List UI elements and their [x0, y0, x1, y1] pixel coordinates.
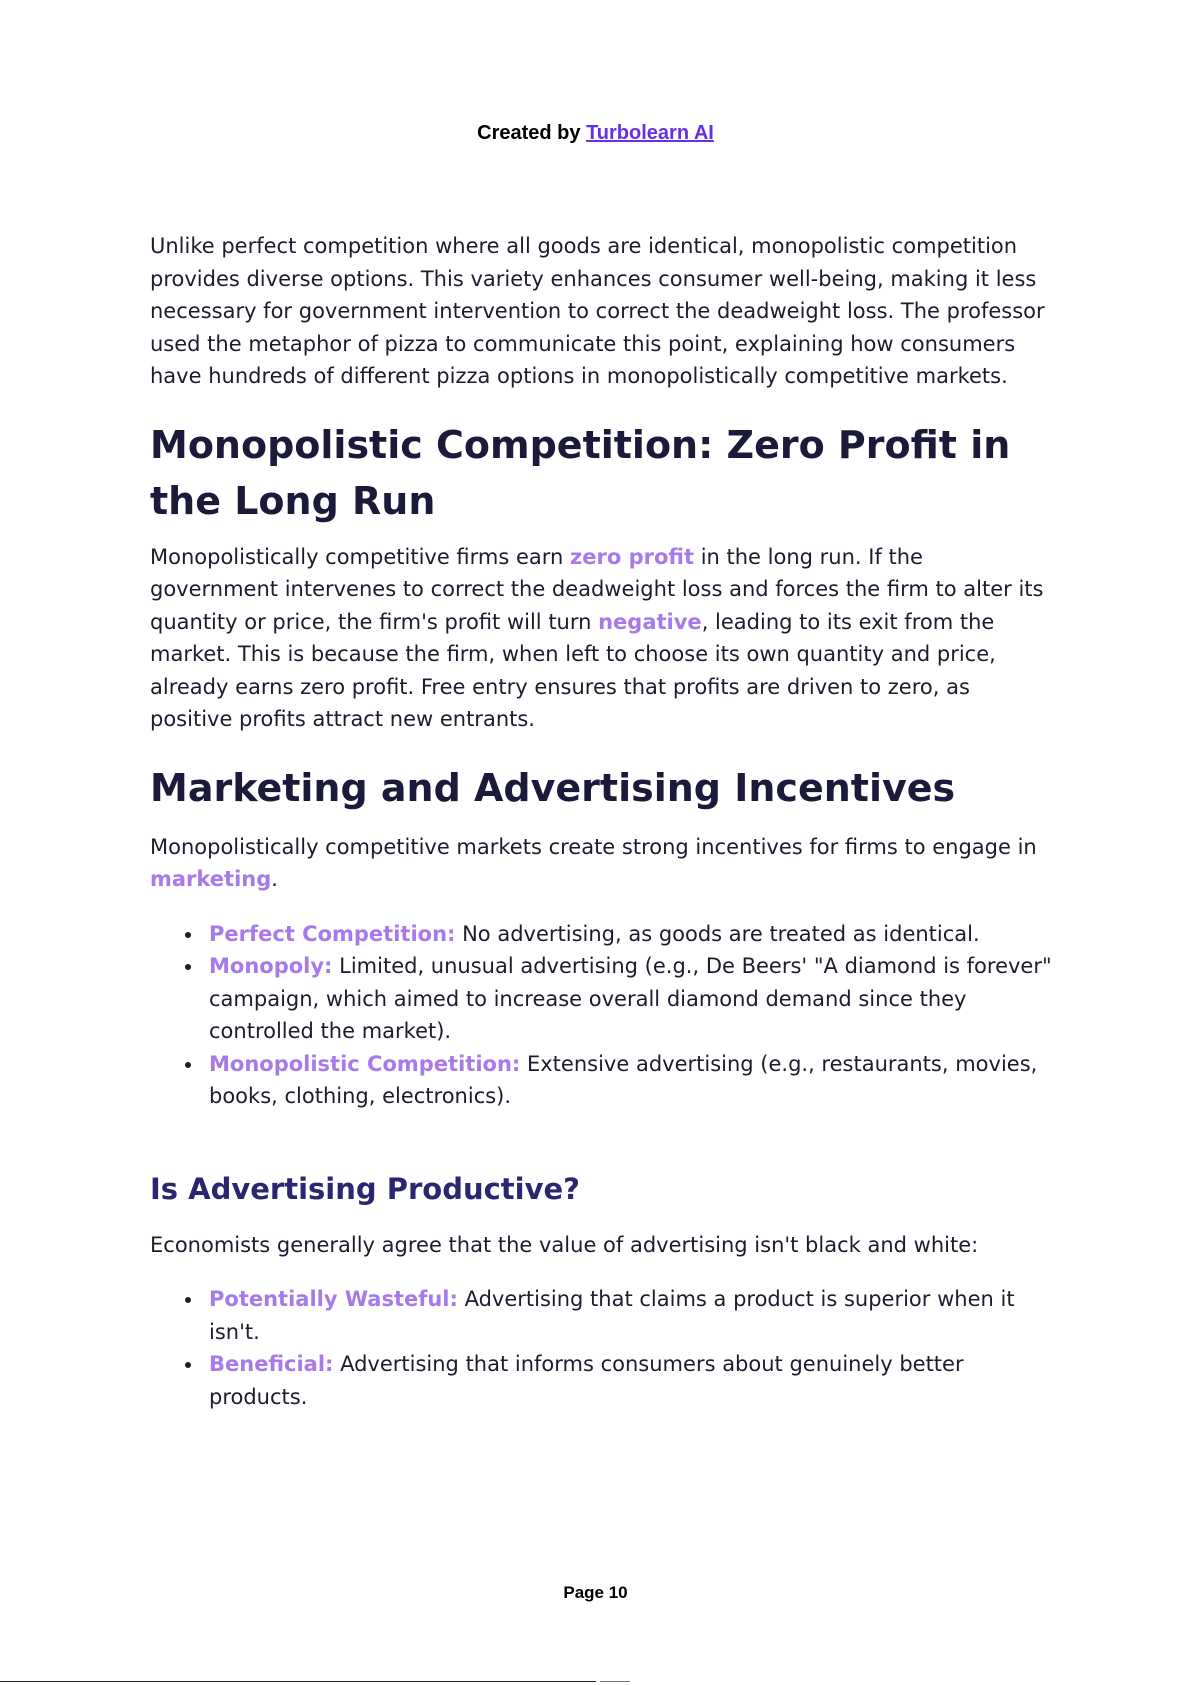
list-item-term: Perfect Competition: — [209, 921, 456, 946]
header-prefix: Created by — [477, 122, 581, 144]
section-title-marketing: Marketing and Advertising Incentives — [150, 765, 956, 810]
zero-profit-text-3: , leading to its exit from the market. This is because the firm, when left to choose its own quantity and price, already earns zero profit. Free entry ensures that profits are driven to zero, as positive profits attract new entrants. — [150, 609, 996, 731]
list-item — [209, 1283, 1055, 1348]
list-item-text: Limited, unusual advertising (e.g., De Beers' "A diamond is forever" campaign, which aimed to increase overall diamond demand since they controlled the market). — [209, 954, 1052, 1043]
zero-profit-text-1: Monopolistically competitive firms earn — [150, 544, 571, 569]
zero-profit-text-2: in the long run. If the government intervenes to correct the deadweight loss and forces the firm to alter its quantity or price, the firm's profit will turn — [150, 544, 1044, 634]
marketing-paragraph — [150, 831, 1055, 896]
section-title-productive: Is Advertising Productive? — [150, 1171, 581, 1206]
list-item — [209, 1048, 1055, 1113]
turbolearn-link[interactable]: Turbolearn AI — [586, 122, 714, 144]
list-item-term: Monopoly: — [209, 954, 333, 978]
highlight-marketing: marketing — [150, 867, 272, 891]
list-item-text: Extensive advertising (e.g., restaurants, movies, books, clothing, electronics). — [209, 1051, 1038, 1108]
document-content — [150, 230, 1055, 1413]
page-divider-segment — [600, 1681, 630, 1682]
page-divider — [0, 1681, 596, 1682]
list-item — [209, 950, 1055, 1048]
list-item-text: Advertising that claims a product is superior when it isn't. — [209, 1287, 1015, 1344]
section-title-zero-profit: Monopolistic Competition: Zero Profit in the Long Run — [150, 422, 1011, 523]
productive-intro: Economists generally agree that the value of advertising isn't black and white: — [150, 1232, 979, 1257]
list-item — [209, 1348, 1055, 1413]
page-header — [0, 122, 1191, 145]
intro-paragraph: Unlike perfect competition where all goods are identical, monopolistic competition provides diverse options. This variety enhances consumer well-being, making it less necessary for government intervention to correct the deadweight loss. The professor used the metaphor of pizza to communicate this point, explaining how consumers have hundreds of different pizza options in monopolistically competitive markets. — [150, 234, 1045, 388]
list-item-text: Advertising that informs consumers about genuinely better products. — [209, 1352, 964, 1409]
list-item-term: Potentially Wasteful: — [209, 1287, 458, 1311]
highlight-zero-profit: zero profit — [570, 544, 695, 569]
marketing-text-1: Monopolistically competitive markets create strong incentives for firms to engage in — [150, 834, 1037, 859]
advertising-list — [150, 918, 1055, 1113]
list-item — [209, 918, 1055, 951]
list-item-text: No advertising, as goods are treated as identical. — [455, 921, 980, 946]
productive-list — [150, 1283, 1055, 1413]
highlight-negative: negative — [598, 609, 702, 634]
list-item-term: Monopolistic Competition: — [209, 1051, 521, 1076]
list-item-term: Beneficial: — [209, 1352, 334, 1376]
zero-profit-paragraph — [150, 541, 1055, 736]
page-number: Page 10 — [563, 1583, 628, 1602]
marketing-text-2: . — [271, 867, 278, 891]
